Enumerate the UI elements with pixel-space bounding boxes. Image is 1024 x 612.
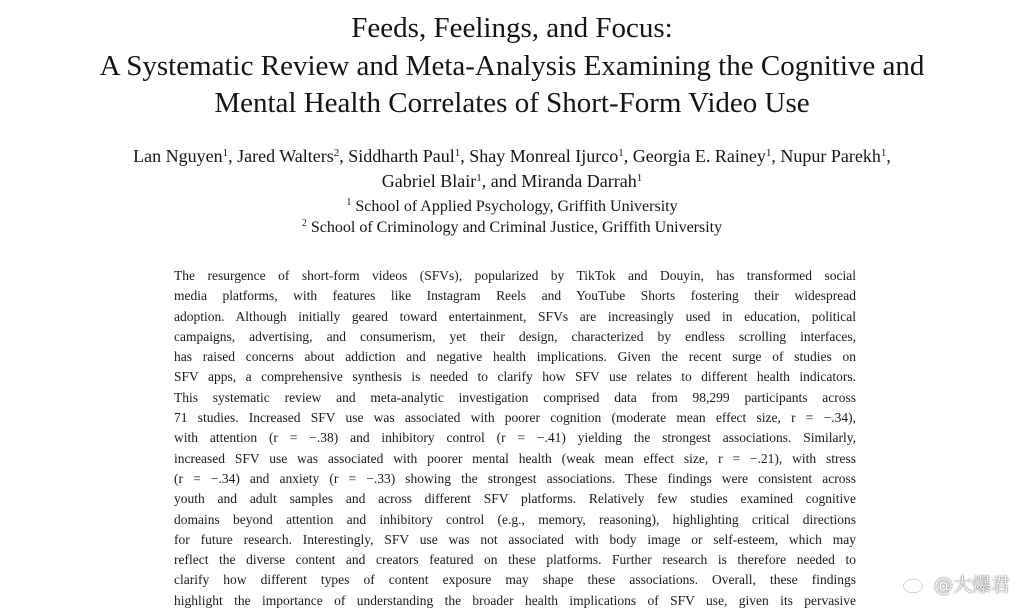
affiliation-2 — [0, 217, 1024, 238]
affiliation-text: School of Applied Psychology, Griffith University — [355, 198, 678, 215]
author-name: Miranda Darrah — [521, 171, 637, 191]
author-name: Lan Nguyen — [133, 146, 223, 166]
abstract-line: adoption. Although initially geared toward entertainment, SFVs are increasingly used in education, political — [174, 308, 856, 324]
affiliation-1 — [0, 196, 1024, 217]
abstract-line: for future research. Interestingly, SFV use was not associated with body image or self-esteem, which may — [174, 531, 856, 547]
author-list-line-1: Lan Nguyen$^1$, Jared Walters$^2$, Siddharth Paul$^1$, Shay Monreal Ijurco$^1$, Georgia E. Rainey$^1$, Nupur Parekh$^1$, — [133, 146, 891, 166]
abstract-line: increased SFV use was associated with poorer mental health (weak mean effect size, r = −.21), with stress — [174, 450, 856, 466]
abstract-line: highlight the importance of understanding the broader health implications of SFV use, given its pervasive — [174, 592, 856, 608]
author-affiliation-marker: 1 — [765, 147, 772, 159]
author-conjunction: and — [490, 171, 517, 191]
affiliation-number: 2 — [301, 218, 307, 229]
author-affiliation-marker: 2 — [333, 147, 340, 159]
abstract-line: domains beyond attention and inhibitory control (e.g., memory, reasoning), highlighting critical directions — [174, 511, 856, 527]
author-name: Jared Walters — [237, 146, 334, 166]
affiliation-number: 1 — [346, 197, 352, 208]
weibo-logo-icon — [902, 573, 928, 595]
abstract-line: media platforms, with features like Instagram Reels and YouTube Shorts fostering their widespread — [174, 288, 856, 304]
abstract-line: 71 studies. Increased SFV use was associated with poorer cognition (moderate mean effect size, r = −.34), — [174, 410, 856, 426]
watermark-text: @大爆君 — [933, 574, 1010, 596]
paper-title-line-1: Feeds, Feelings, and Focus: — [351, 12, 673, 44]
author-name: Georgia E. Rainey — [632, 146, 766, 166]
abstract-line: with attention (r = −.38) and inhibitory control (r = −.41) yielding the strongest associations. Similarly, — [174, 430, 856, 446]
abstract-line: (r = −.34) and anxiety (r = −.33) showing the strongest associations. These findings were consistent across — [174, 470, 856, 486]
abstract-line: youth and adult samples and across different SFV platforms. Relatively few studies examined cognitive — [174, 491, 856, 507]
abstract-line: clarify how different types of content exposure may shape these associations. Overall, these findings — [174, 572, 856, 588]
abstract-line: reflect the diverse content and creators featured on these platforms. Further research is therefore needed to — [174, 552, 856, 568]
author-affiliation-marker: 1 — [618, 147, 624, 159]
abstract — [174, 266, 856, 611]
abstract-line: SFV apps, a comprehensive synthesis is needed to clarify how SFV use relates to different health indicators. — [174, 369, 856, 385]
abstract-line: campaigns, advertising, and consumerism, yet their design, characterized by endless scrolling interfaces, — [174, 328, 856, 344]
author-list-line-2: Gabriel Blair$^1$, and Miranda Darrah$^1$ — [381, 171, 643, 191]
author-name: Siddharth Paul — [348, 146, 455, 166]
paper-title-line-2: A Systematic Review and Meta-Analysis Examining the Cognitive and — [99, 50, 925, 82]
abstract-line: The resurgence of short-form videos (SFVs), popularized by TikTok and Douyin, has transformed social — [174, 268, 856, 283]
author-name: Nupur Parekh — [780, 146, 881, 166]
abstract-line: has raised concerns about addiction and negative health implications. Given the recent surge of studies on — [174, 349, 856, 365]
affiliation-text: School of Criminology and Criminal Justice, Griffith University — [310, 219, 723, 236]
paper-title-line-3: Mental Health Correlates of Short-Form Video Use — [214, 87, 810, 119]
author-name: Shay Monreal Ijurco — [469, 146, 619, 166]
author-name: Gabriel Blair — [381, 171, 477, 191]
author-affiliation-marker: 1 — [880, 147, 887, 159]
author-affiliation-marker: 1 — [636, 172, 643, 184]
abstract-line: This systematic review and meta-analytic investigation comprised data from 98,299 participants across — [174, 389, 856, 405]
watermark — [902, 570, 1010, 597]
author-affiliation-marker: 1 — [476, 172, 482, 184]
author-affiliation-marker: 1 — [222, 147, 229, 159]
author-affiliation-marker: 1 — [454, 147, 461, 159]
